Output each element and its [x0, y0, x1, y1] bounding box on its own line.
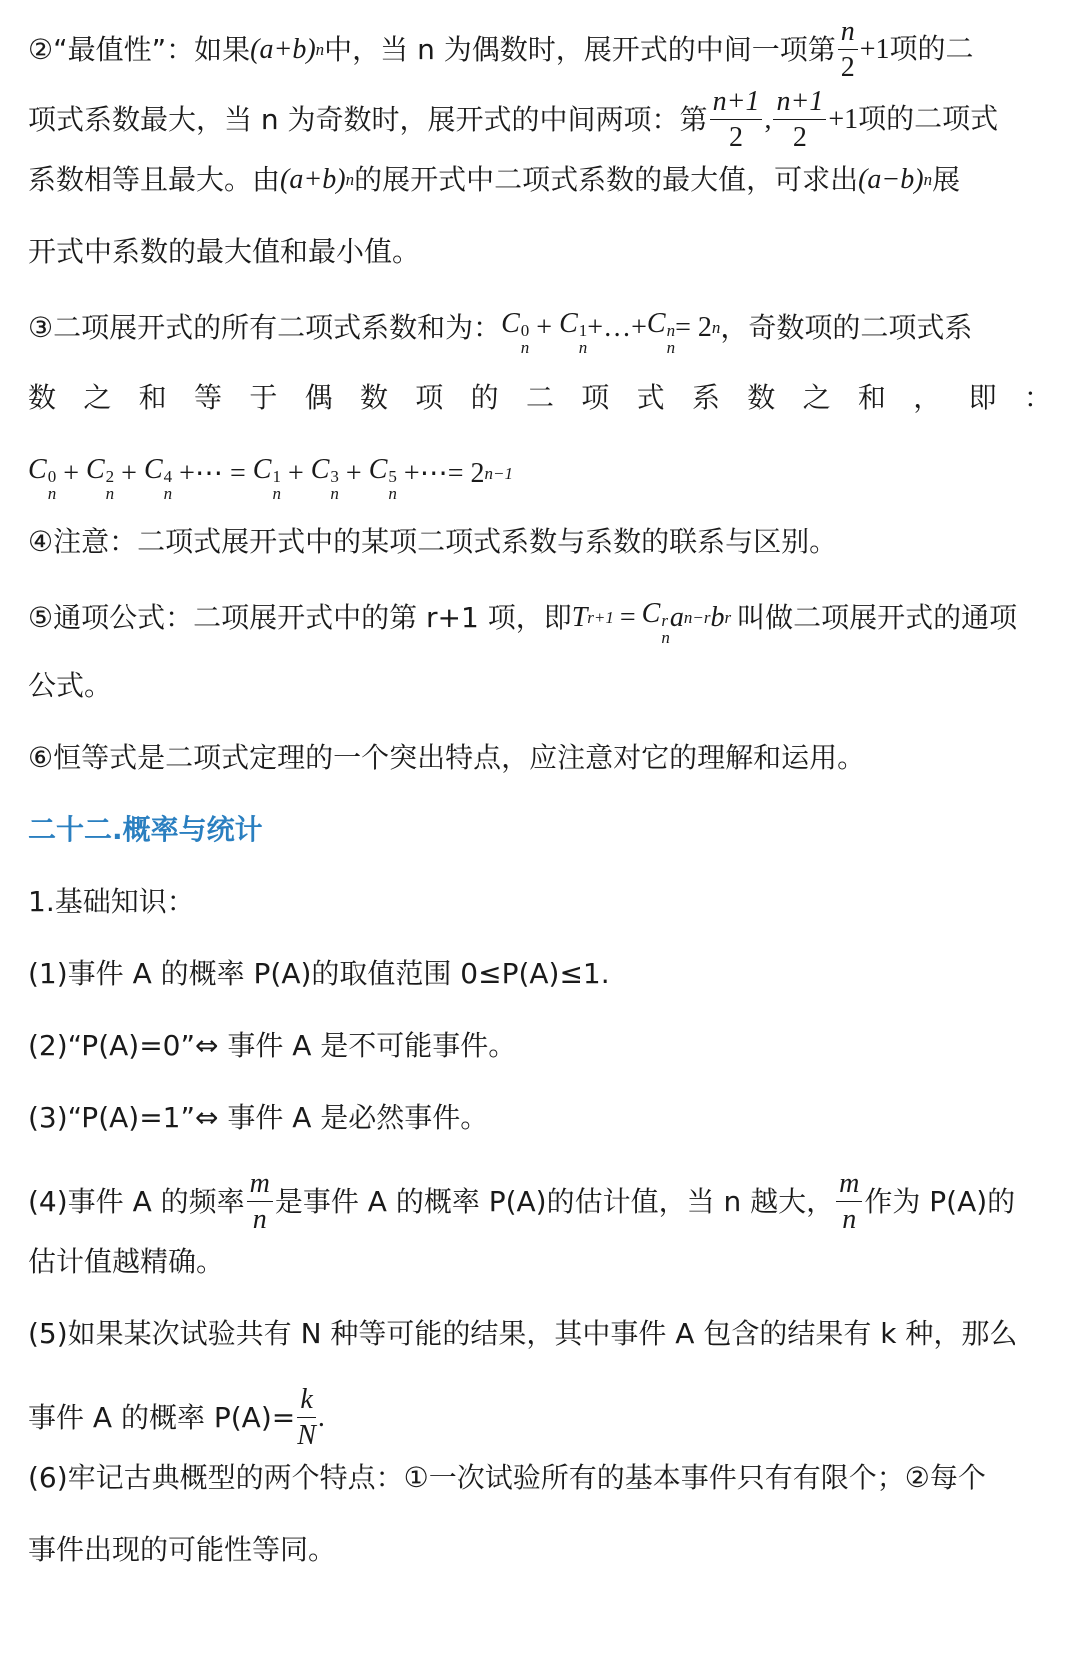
prob-basic-knowledge: [28, 882, 1052, 922]
text: (3)“P(A)=1”⇔ 事件 A 是必然事件。: [28, 1101, 489, 1134]
fraction-numerator: n+1: [712, 86, 760, 117]
text: 公式。: [28, 669, 113, 702]
justified-char: 项: [581, 381, 610, 414]
text: 展: [932, 163, 961, 196]
text: ③二项展开式的所有二项式系数和为：: [28, 311, 502, 344]
text: 事件出现的可能性等同。: [28, 1533, 337, 1566]
text: (1)事件 A 的概率 P(A)的取值范围 0≤P(A)≤1.: [28, 957, 610, 990]
fraction-numerator: k: [300, 1384, 313, 1415]
math-operator: +…+: [587, 312, 647, 343]
c-n-r: C r n: [641, 598, 670, 647]
math-expr: (a+b): [280, 164, 346, 195]
text: 作为 P(A)的: [864, 1185, 1016, 1218]
justified-char: 数: [359, 381, 388, 414]
prob-item-6-cont: [28, 1530, 1052, 1570]
text: +1项的二项式: [828, 104, 999, 135]
fraction-denominator: n: [842, 1204, 857, 1235]
justified-char: 和: [857, 381, 886, 414]
text: 中，当 n 为偶数时，展开式的中间一项第: [324, 33, 836, 66]
fraction-m-over-n: [247, 1170, 273, 1234]
prob-item-5: [28, 1314, 1052, 1354]
text: (4)事件 A 的频率: [28, 1185, 245, 1218]
math-equals: =: [619, 602, 636, 633]
section-heading: [28, 810, 1052, 850]
fraction-denominator: 2: [729, 122, 744, 153]
text: (6)牢记古典概型的两个特点：①一次试验所有的基本事件只有有限个；②每个: [28, 1461, 986, 1494]
fraction-denominator: 2: [792, 122, 807, 153]
justified-char: 数: [28, 381, 57, 414]
prob-item-1: [28, 954, 1052, 994]
justified-char: 和: [138, 381, 167, 414]
text: ，奇数项的二项式系: [720, 311, 973, 344]
justified-char: 等: [193, 381, 222, 414]
separator: ,: [764, 104, 772, 135]
prob-item-5-cont: [28, 1386, 1052, 1450]
binomial-max-line-4: [28, 232, 1052, 272]
fraction-numerator: m: [839, 1168, 860, 1199]
justified-char: 的: [470, 381, 499, 414]
math-dots: +⋯: [403, 458, 448, 489]
fraction-n-over-2: [838, 18, 858, 82]
c-n-0: C 0 n: [501, 308, 530, 357]
fraction-numerator: n+1: [776, 86, 824, 117]
justified-char: 即: [968, 381, 997, 414]
text: (5)如果某次试验共有 N 种等可能的结果，其中事件 A 包含的结果有 k 种，那么: [28, 1317, 1018, 1350]
fraction-n-plus-1-over-2-second: [773, 88, 826, 152]
math-expr: (a+b): [250, 34, 316, 65]
justified-char: 系: [691, 381, 720, 414]
text: 事件 A 的概率 P(A)=: [28, 1401, 296, 1434]
text: ⑤通项公式：二项展开式中的第 r+1 项，即: [28, 601, 572, 634]
text: 开式中系数的最大值和最小值。: [28, 235, 421, 268]
prob-item-6: [28, 1458, 1052, 1498]
justified-char: 之: [802, 381, 831, 414]
fraction-k-over-N: [297, 1386, 316, 1450]
math-a: a: [669, 602, 684, 633]
binomial-sum-line-2: [28, 378, 1052, 418]
text: (2)“P(A)=0”⇔ 事件 A 是不可能事件。: [28, 1029, 517, 1062]
math-dots: +⋯: [179, 458, 223, 489]
section-title: 二十二.概率与统计: [28, 813, 263, 846]
math-rhs: = 2: [447, 458, 485, 489]
binomial-identity: [28, 738, 1052, 778]
text: 估计值越精确。: [28, 1245, 225, 1278]
fraction-m-over-n-second: [836, 1170, 862, 1234]
binomial-max-line-2: [28, 88, 1052, 152]
fraction-n-plus-1-over-2: [710, 88, 763, 152]
justified-char: 式: [636, 381, 665, 414]
fraction-numerator: m: [249, 1168, 270, 1199]
binomial-max-line-3: 系数相等且最大。由 (a+b) n 的展开式中二项式系数的最大值，可求出 (a−b) n 展: [28, 160, 1052, 200]
text: +1项的二: [859, 34, 974, 65]
text: ④注意：二项式展开式中的某项二项式系数与系数的联系与区别。: [28, 525, 838, 558]
c-n-1: C 1 n: [559, 308, 588, 357]
math-rhs: = 2: [675, 312, 712, 343]
text: 系数相等且最大。由: [28, 163, 281, 196]
text: ②“最值性”：如果: [28, 33, 251, 66]
fraction-denominator: n: [252, 1204, 267, 1235]
prob-item-2: [28, 1026, 1052, 1066]
justified-char: ：: [1023, 381, 1052, 414]
justified-char: ，: [913, 381, 942, 414]
binomial-odd-even-formula: C 0 n + C 2 n + C 4 n +⋯ = C 1 n + C 3 n + C 5 n +⋯ = 2 n−1: [28, 454, 513, 503]
binomial-general-term-line-2: [28, 666, 1052, 706]
fraction-numerator: n: [840, 16, 855, 47]
text: 1.基础知识：: [28, 885, 195, 918]
math-b: b: [710, 602, 725, 633]
justified-char: 二: [525, 381, 554, 414]
binomial-sum-line-1: ③二项展开式的所有二项式系数和为： C 0 n + C 1 n +…+ C n n = 2 n ，奇数项的二项式系: [28, 304, 1052, 352]
binomial-general-term-line-1: ⑤通项公式：二项展开式中的第 r+1 项，即 T r+1 = C r n a n−r b r 叫做二项展开式的通项: [28, 594, 1052, 642]
text: .: [317, 1402, 325, 1433]
justified-char: 偶: [304, 381, 333, 414]
binomial-max-line-1: ②“最值性”：如果 (a+b) n 中，当 n 为偶数时，展开式的中间一项第 $\frac{n}{2}$ +1项的二: [28, 16, 974, 83]
c-n-n: C n n: [646, 308, 676, 357]
text: 项式系数最大，当 n 为奇数时，展开式的中间两项：第: [28, 103, 708, 136]
text: 的展开式中二项式系数的最大值，可求出: [354, 163, 859, 196]
binomial-note: [28, 522, 1052, 562]
prob-item-4: [28, 1170, 1052, 1234]
math-expr: (a−b): [858, 164, 924, 195]
prob-item-4-cont: [28, 1242, 1052, 1282]
justified-char: 之: [83, 381, 112, 414]
text: 是事件 A 的概率 P(A)的估计值，当 n 越大，: [274, 1185, 835, 1218]
fraction-denominator: 2: [840, 52, 855, 83]
fraction-denominator: N: [297, 1420, 316, 1451]
justified-char: 数: [747, 381, 776, 414]
prob-item-3: [28, 1098, 1052, 1138]
text: 叫做二项展开式的通项: [737, 601, 1018, 634]
justified-char: 项: [415, 381, 444, 414]
math-T: T: [571, 602, 588, 633]
text: ⑥恒等式是二项式定理的一个突出特点，应注意对它的理解和运用。: [28, 741, 866, 774]
justified-char: 于: [249, 381, 278, 414]
